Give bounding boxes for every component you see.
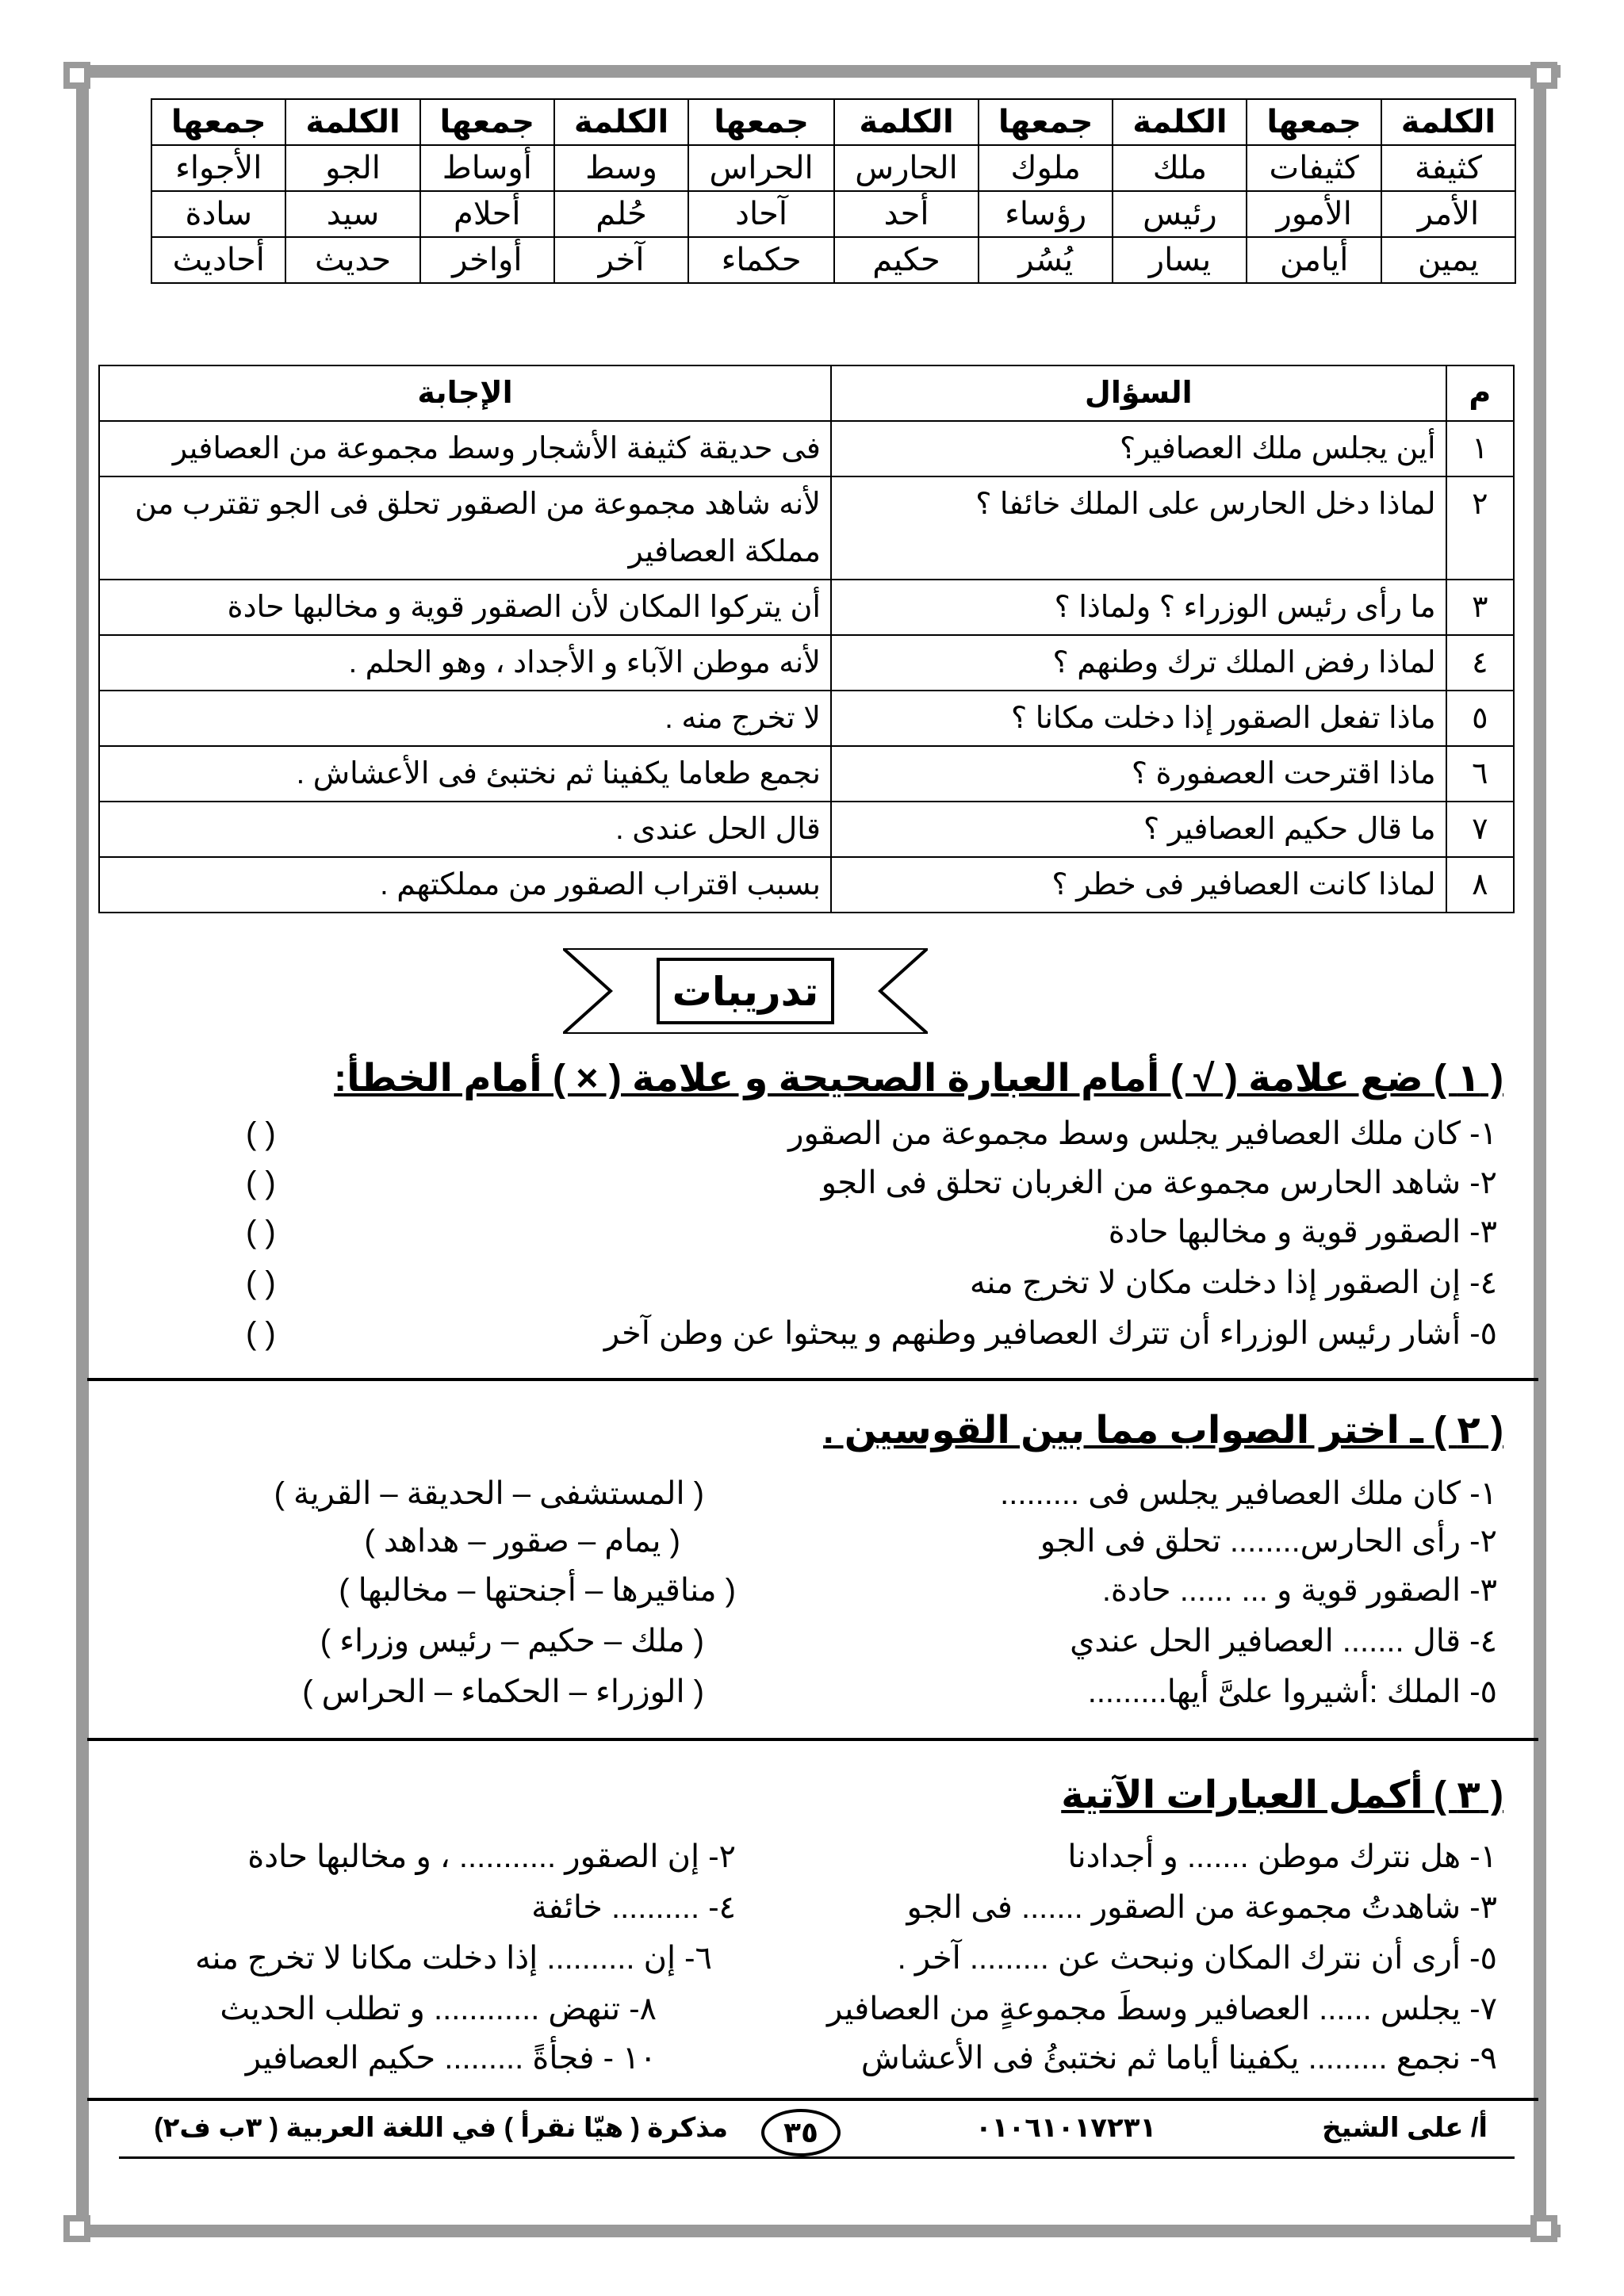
vocab-cell: ملك xyxy=(1113,145,1247,191)
qa-number: ١ xyxy=(1446,421,1514,476)
vocab-cell: الجو xyxy=(285,145,419,191)
section2-item: ٥- الملك :أشيروا علىَّ أيها......... xyxy=(1087,1674,1497,1709)
vocab-header: جمعها xyxy=(1247,99,1381,145)
section1-item: ٢- شاهد الحارس مجموعة من الغربان تحلق فى الجو xyxy=(821,1165,1497,1200)
answer-bracket[interactable]: ( ) xyxy=(246,1215,276,1249)
questions-answers-table xyxy=(98,365,1515,913)
vocab-cell: الأمر xyxy=(1381,191,1515,237)
section2-choices: ( الوزراء – الحكماء – الحراس ) xyxy=(302,1674,704,1709)
footer-phone: ٠١٠٦١٠١٧٢٣١ xyxy=(975,2113,1157,2143)
qa-question: ماذا اقترحت العصفورة ؟ xyxy=(831,746,1446,802)
vocab-cell: حُلم xyxy=(554,191,688,237)
answer-bracket[interactable]: ( ) xyxy=(246,1116,276,1151)
vocab-cell: أوساط xyxy=(420,145,554,191)
vocab-cell: الأجواء xyxy=(151,145,285,191)
vocab-header-row xyxy=(151,99,1515,145)
qa-question: أين يجلس ملك العصافير؟ xyxy=(831,421,1446,476)
vocab-header: الكلمة xyxy=(1381,99,1515,145)
section1-item: ٣- الصقور قوية و مخالبها حادة xyxy=(1108,1215,1497,1249)
frame-left-bar xyxy=(76,65,89,2237)
vocab-cell: الحراس xyxy=(688,145,834,191)
qa-header-row xyxy=(99,365,1514,421)
vocab-cell: كثيفة xyxy=(1381,145,1515,191)
vocab-header: جمعها xyxy=(688,99,834,145)
vocab-header: جمعها xyxy=(420,99,554,145)
vocab-cell: ملوك xyxy=(979,145,1113,191)
section3-item: ٤- .......... خائفة xyxy=(531,1890,736,1925)
vocab-cell: آحاد xyxy=(688,191,834,237)
section2-title: ( ٢ ) ـ اختر الصواب مما بين القوسين . xyxy=(823,1410,1503,1452)
section3-item: ٢- إن الصقور ........... ، و مخالبها حادة xyxy=(247,1839,736,1874)
qa-question: لماذا دخل الحارس على الملك خائفا ؟ xyxy=(831,476,1446,580)
qa-question: لماذا رفض الملك ترك وطنهم ؟ xyxy=(831,635,1446,691)
qa-row xyxy=(99,802,1514,857)
frame-bottom-bar xyxy=(63,2225,1561,2237)
section3-item: ٣- شاهدتُ مجموعة من الصقور ....... فى الجو xyxy=(906,1890,1497,1925)
qa-question: ما قال حكيم العصافير ؟ xyxy=(831,802,1446,857)
vocab-cell: سيد xyxy=(285,191,419,237)
frame-corner-br xyxy=(1530,2215,1557,2242)
qa-number: ٣ xyxy=(1446,580,1514,635)
section-divider xyxy=(87,1738,1538,1741)
qa-answer: قال الحل عندى . xyxy=(99,802,831,857)
section-divider xyxy=(87,1378,1538,1381)
section3-title: ( ٣ ) أكمل العبارات الآتية xyxy=(1061,1774,1503,1816)
section3-item: ١- هل نترك موطن ....... و أجدادنا xyxy=(1067,1839,1497,1874)
section3-item: ٧- يجلس ...... العصافير وسطَ مجموعةٍ من العصافير xyxy=(827,1992,1497,2026)
vocab-header: جمعها xyxy=(151,99,285,145)
vocab-row xyxy=(151,145,1515,191)
vocab-cell: يسار xyxy=(1113,237,1247,283)
vocab-cell: رؤساء xyxy=(979,191,1113,237)
answer-bracket[interactable]: ( ) xyxy=(246,1265,276,1300)
qa-answer: بسبب اقتراب الصقور من مملكتهم . xyxy=(99,857,831,913)
qa-header-question: السؤال xyxy=(831,365,1446,421)
vocab-cell: يمين xyxy=(1381,237,1515,283)
vocab-cell: سادة xyxy=(151,191,285,237)
frame-corner-bl xyxy=(63,2215,90,2242)
section3-item: ١٠ - فجأةً ......... حكيم العصافير xyxy=(245,2041,657,2076)
qa-question: ما رأى رئيس الوزراء ؟ ولماذا ؟ xyxy=(831,580,1446,635)
qa-row xyxy=(99,580,1514,635)
footer-rule xyxy=(119,2156,1515,2159)
section3-item: ٦- إن .......... إذا دخلت مكانا لا تخرج منه xyxy=(194,1941,712,1976)
frame-right-bar xyxy=(1534,65,1546,2237)
section1-item: ١- كان ملك العصافير يجلس وسط مجموعة من الصقور xyxy=(788,1116,1497,1151)
qa-row xyxy=(99,857,1514,913)
footer-title: مذكرة ( هيّا نقرأ ) في اللغة العربية ( ٣ب ف٢) xyxy=(154,2113,728,2143)
vocab-header: الكلمة xyxy=(1113,99,1247,145)
section2-choices: ( المستشفى – الحديقة – القرية ) xyxy=(274,1476,704,1511)
qa-answer: أن يتركوا المكان لأن الصقور قوية و مخالبها حادة xyxy=(99,580,831,635)
vocab-header: الكلمة xyxy=(554,99,688,145)
qa-header-number: م xyxy=(1446,365,1514,421)
vocab-cell: رئيس xyxy=(1113,191,1247,237)
qa-question: ماذا تفعل الصقور إذا دخلت مكانا ؟ xyxy=(831,691,1446,746)
qa-row xyxy=(99,691,1514,746)
section2-choices: ( مناقيرها – أجنحتها – مخالبها ) xyxy=(339,1573,736,1608)
section3-item: ٩- نجمع ......... يكفينا أياما ثم نختبئُ فى الأعشاش xyxy=(860,2041,1497,2076)
vocab-cell: كثيفات xyxy=(1247,145,1381,191)
qa-number: ٢ xyxy=(1446,476,1514,580)
vocab-cell: حكيم xyxy=(834,237,979,283)
vocab-cell: وسط xyxy=(554,145,688,191)
qa-answer: نجمع طعاما يكفينا ثم نختبئ فى الأعشاش . xyxy=(99,746,831,802)
exercises-banner-label: تدريبات xyxy=(672,970,819,1014)
qa-row xyxy=(99,421,1514,476)
vocab-cell: حكماء xyxy=(688,237,834,283)
vocab-header: الكلمة xyxy=(834,99,979,145)
qa-number: ٨ xyxy=(1446,857,1514,913)
qa-answer: لأنه شاهد مجموعة من الصقور تحلق فى الجو تقترب من مملكة العصافير xyxy=(99,476,831,580)
vocab-cell: أحد xyxy=(834,191,979,237)
frame-corner-tl xyxy=(63,62,90,89)
section2-item: ٢- رأى الحارس........ تحلق فى الجو xyxy=(1040,1524,1497,1559)
qa-number: ٧ xyxy=(1446,802,1514,857)
vocab-header: الكلمة xyxy=(285,99,419,145)
section2-choices: ( يمام – صقور – هداهد ) xyxy=(364,1524,680,1559)
qa-row xyxy=(99,476,1514,580)
vocab-cell: الحارس xyxy=(834,145,979,191)
page-number: ٣٥ xyxy=(761,2109,841,2156)
frame-corner-tr xyxy=(1530,62,1557,89)
qa-row xyxy=(99,746,1514,802)
vocab-cell: أحلام xyxy=(420,191,554,237)
qa-number: ٦ xyxy=(1446,746,1514,802)
vocabulary-table xyxy=(151,98,1516,284)
footer-author: أ/ على الشيخ xyxy=(1322,2113,1488,2143)
vocab-cell: يُسُر xyxy=(979,237,1113,283)
vocab-header: جمعها xyxy=(979,99,1113,145)
vocab-cell: أيامن xyxy=(1247,237,1381,283)
qa-answer: لا تخرج منه . xyxy=(99,691,831,746)
section1-item: ٥- أشار رئيس الوزراء أن تترك العصافير وطنهم و يبحثوا عن وطن آخر xyxy=(603,1316,1497,1351)
qa-answer: فى حديقة كثيفة الأشجار وسط مجموعة من العصافير xyxy=(99,421,831,476)
vocab-cell: أواخر xyxy=(420,237,554,283)
answer-bracket[interactable]: ( ) xyxy=(246,1165,276,1200)
vocab-cell: الأمور xyxy=(1247,191,1381,237)
answer-bracket[interactable]: ( ) xyxy=(246,1316,276,1351)
vocab-row xyxy=(151,191,1515,237)
qa-number: ٥ xyxy=(1446,691,1514,746)
section1-title: ( ١ ) ضع علامة ( √ ) أمام العبارة الصحيحة و علامة ( × ) أمام الخطأ: xyxy=(334,1058,1503,1100)
qa-number: ٤ xyxy=(1446,635,1514,691)
qa-row xyxy=(99,635,1514,691)
qa-question: لماذا كانت العصافير فى خطر ؟ xyxy=(831,857,1446,913)
section2-choices: ( ملك – حكيم – رئيس وزراء ) xyxy=(320,1624,704,1659)
vocab-cell: حديث xyxy=(285,237,419,283)
section2-item: ٣- الصقور قوية و ... ...... حادة. xyxy=(1101,1573,1497,1608)
qa-header-answer: الإجابة xyxy=(99,365,831,421)
section2-item: ٤- قال ....... العصافير الحل عندي xyxy=(1070,1624,1497,1659)
section-divider xyxy=(87,2098,1538,2101)
section3-item: ٥- أرى أن نترك المكان ونبحث عن ......... آخر . xyxy=(897,1941,1497,1976)
vocab-cell: آخر xyxy=(554,237,688,283)
frame-top-bar xyxy=(63,65,1561,78)
section2-item: ١- كان ملك العصافير يجلس فى ......... xyxy=(1000,1476,1497,1511)
qa-answer: لأنه موطن الآباء و الأجداد ، وهو الحلم . xyxy=(99,635,831,691)
section1-item: ٤- إن الصقور إذا دخلت مكان لا تخرج منه xyxy=(969,1265,1497,1300)
vocab-row xyxy=(151,237,1515,283)
vocab-cell: أحاديث xyxy=(151,237,285,283)
section3-item: ٨- تنهض ............ و تطلب الحديث xyxy=(220,1992,657,2026)
